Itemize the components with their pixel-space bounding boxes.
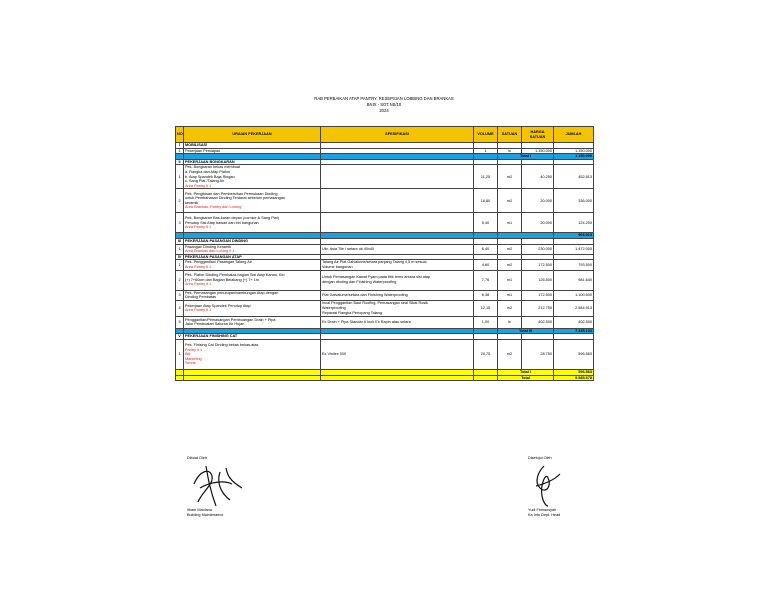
work-line: Pek. Plafon Dinding Pembatas bagian Sisi Atap Kanan, Kiri bbox=[185, 273, 285, 278]
unit-cell: m1 bbox=[506, 277, 513, 282]
subtotal-value: 7.335.103 bbox=[575, 328, 592, 333]
subtotal-value: 903.013 bbox=[578, 233, 592, 238]
work-line: Pek. Pemasangan penutupan/sambungan Atap dengan bbox=[185, 290, 279, 295]
section-title: MOBILISASI bbox=[185, 143, 208, 147]
unit-cell: m2 bbox=[506, 305, 513, 310]
section-title: PEKERJAAN PASANGAN DINDING bbox=[185, 238, 249, 243]
subtotal-value: 9.985.678 bbox=[575, 375, 592, 380]
price-cell: 40.250 bbox=[540, 174, 552, 179]
price-cell: 126.500 bbox=[538, 277, 552, 282]
subtotal-label: Total III bbox=[518, 328, 532, 333]
volume-cell: 1 bbox=[484, 148, 487, 153]
subtotal-label: Total I bbox=[520, 154, 531, 159]
work-line: a. Rangka dan Atap Plafon bbox=[185, 169, 231, 174]
work-area: Area Pantry lt 1 bbox=[185, 282, 212, 287]
volume-cell: 5,40 bbox=[481, 220, 490, 225]
subtotal-value: 596.563 bbox=[578, 369, 592, 374]
price-cell: 230.000 bbox=[538, 246, 552, 251]
total-cell: 124.200 bbox=[578, 220, 592, 225]
work-line: Pek. Finising Cat Dinding bekas bekas-atas bbox=[185, 342, 259, 347]
table-row bbox=[176, 213, 594, 233]
work-line: untuk Pembahasan Dinding Terdarat sebelum pemasangan bbox=[185, 196, 285, 201]
table-row bbox=[176, 290, 594, 300]
work-line: Pek. Pengikisan dan Pembersihan Permukaan Dinding bbox=[185, 191, 278, 196]
total-cell: 402.500 bbox=[578, 319, 592, 324]
work-line: Pekerjaan Atap Spandek Penutup Atap bbox=[185, 303, 251, 308]
work-line: Pasangan Dinding Keramik bbox=[185, 244, 232, 249]
work-line: Penggantian/Pemasangan Pembuangan Drain + Pipa bbox=[185, 317, 276, 322]
subtotal-row bbox=[176, 375, 594, 381]
work-area: Area Pantry lt 1 bbox=[185, 264, 212, 269]
table-row bbox=[176, 244, 594, 254]
unit-cell: m2 bbox=[506, 262, 513, 267]
work-area: Area Pantry lt 1 bbox=[185, 308, 212, 313]
spec-line: Volume bangunan bbox=[322, 264, 353, 269]
right-signatory bbox=[528, 508, 560, 518]
work-area: Servis bbox=[185, 361, 196, 366]
section-number: I bbox=[178, 143, 181, 147]
right-signatory-name: Yudi Firmansyah bbox=[528, 508, 557, 512]
total-cell: 452.813 bbox=[578, 174, 592, 179]
spec-line: Ukr. Asia Tile / setara uk 40x40 bbox=[322, 246, 375, 251]
left-signatory bbox=[187, 508, 223, 518]
work-line: Pek. Bongkaran bekas membuat bbox=[185, 165, 241, 170]
work-area: Area Pantry lt 1 bbox=[185, 225, 212, 230]
volume-cell: 11,25 bbox=[480, 174, 491, 179]
header-title: RAB PERBAIKAN ATAP PANTRY, RESEPSIAN LOBBING DAN BRANKAS bbox=[314, 96, 454, 101]
volume-cell: 4,60 bbox=[481, 262, 490, 267]
row-number: 2 bbox=[178, 198, 181, 203]
col-work: URAIAN PEKERJAAN bbox=[184, 127, 321, 143]
table-row bbox=[176, 260, 594, 270]
header-year: 2024 bbox=[379, 108, 389, 114]
unit-cell: m1 bbox=[506, 220, 513, 225]
document-header bbox=[175, 96, 593, 115]
work-area: Marketing bbox=[185, 356, 202, 361]
total-cell: 596.563 bbox=[578, 352, 592, 357]
work-line: Pek. Penggantian/ Pasangan Talang Air bbox=[185, 260, 252, 265]
work-area: Pantry lt 1 bbox=[185, 347, 203, 352]
subtotal-value: 1.150.000 bbox=[575, 154, 592, 159]
unit-cell: m2 bbox=[506, 174, 513, 179]
table-row bbox=[176, 300, 594, 316]
work-area: Area Brankas dan Lorong lt 1 bbox=[185, 249, 235, 254]
work-area: Area Pantry lt 1 bbox=[185, 183, 212, 188]
volume-cell: 6,38 bbox=[481, 292, 490, 297]
section-title: PEKERJAAN PASANGAN ATAP bbox=[185, 254, 242, 259]
left-signature bbox=[180, 462, 250, 508]
left-signatory-role: Building Maintenance bbox=[187, 513, 224, 518]
section-number: V bbox=[178, 334, 181, 339]
volume-cell: 20,75 bbox=[480, 352, 491, 357]
row-number: 4 bbox=[178, 305, 181, 310]
section-number: II bbox=[178, 159, 181, 164]
unit-cell: ls bbox=[508, 319, 511, 324]
spec-line: Plat Galvalume/setara dan Finishing Waterproofing bbox=[322, 292, 408, 297]
table-header-row bbox=[176, 127, 594, 143]
spec-line: Waterproofing bbox=[322, 305, 346, 310]
section-title: PEKERJAAN BONGKARAN bbox=[185, 159, 235, 164]
prepared-by-label: Dibuat Oleh bbox=[187, 456, 208, 460]
volume-cell: 7,76 bbox=[481, 277, 490, 282]
work-area: Bkt bbox=[185, 352, 191, 357]
price-cell: 1.150.000 bbox=[535, 148, 552, 153]
volume-cell: 1,00 bbox=[481, 319, 490, 324]
subtotal-label: Total bbox=[521, 375, 530, 380]
table-row bbox=[176, 165, 594, 189]
price-cell: 402.500 bbox=[538, 319, 552, 324]
section-number: III bbox=[177, 238, 182, 243]
volume-cell: 12,15 bbox=[480, 305, 491, 310]
unit-cell: m2 bbox=[506, 246, 513, 251]
table-row bbox=[176, 316, 594, 328]
work-line: Dinding Pembatas bbox=[185, 295, 217, 300]
total-cell: 1.100.500 bbox=[575, 292, 592, 297]
table-row bbox=[176, 339, 594, 369]
header-code: BNIX - SOT.NS/10 bbox=[366, 102, 402, 108]
row-number: 1 bbox=[178, 262, 181, 267]
spec-line: Ex Drain + Pipa Standar 6 Inch Ex Rapin atau setara bbox=[322, 319, 411, 324]
spec-line: dengan dinding dan Finishing Waterproofing bbox=[322, 280, 397, 285]
row-number: 3 bbox=[178, 220, 181, 225]
col-spec: SPESIFIKASI bbox=[321, 127, 474, 143]
spec-line: Ex Vinilex 300 bbox=[322, 352, 346, 357]
volume-cell: 16,80 bbox=[480, 198, 491, 203]
work-line: Pekerjaan Persiapan bbox=[185, 148, 221, 153]
cost-table bbox=[175, 126, 594, 381]
spec-line: Reparasi Rangka Penopang Talang bbox=[322, 310, 382, 315]
total-cell: 2.584.913 bbox=[575, 305, 592, 310]
row-number: 3 bbox=[178, 292, 181, 297]
col-volume: VOLUME bbox=[474, 127, 498, 143]
work-line: b. Atap Spandek Baja Ringan bbox=[185, 174, 235, 179]
total-cell: 981.640 bbox=[578, 277, 592, 282]
section-title: PEKERJAAN FINISHING CAT bbox=[185, 334, 238, 339]
col-total: JUMLAH bbox=[554, 127, 594, 143]
right-signatory-role: Ka Info Dept. Head bbox=[528, 513, 561, 518]
unit-cell: m2 bbox=[506, 352, 513, 357]
spec-line: Untuk Pemasangan Kawat Fyam pada titik temu antara sisi atap bbox=[322, 275, 431, 280]
left-signatory-name: Ilham Maulana bbox=[187, 508, 212, 512]
spec-line: Incal Penggantian Baut Roofing, Pemasangan seal Sikat Rosik bbox=[322, 301, 428, 306]
total-cell: 336.000 bbox=[578, 198, 592, 203]
price-cell: 172.500 bbox=[538, 292, 552, 297]
col-no: NO bbox=[176, 127, 184, 143]
work-line: (+) 7+60cm dan Bagian Belakang (+) 7+ 1m bbox=[185, 277, 260, 282]
work-area: Area Brankas, Pantry dan Lorong bbox=[185, 205, 242, 210]
work-line: Penutup Sisi Atap bawan dan biri bangunan bbox=[185, 220, 259, 225]
unit-cell: m1 bbox=[506, 292, 513, 297]
price-cell: 28.750 bbox=[540, 352, 552, 357]
subtotal-label: Total I bbox=[520, 369, 531, 374]
unit-cell: ls bbox=[508, 148, 511, 153]
col-price: HARGA SATUAN bbox=[522, 127, 554, 143]
total-cell: 1.472.000 bbox=[575, 246, 592, 251]
col-unit: SATUAN bbox=[498, 127, 522, 143]
section-number: IV bbox=[177, 254, 182, 259]
work-line: keramik bbox=[185, 200, 199, 205]
row-number: 2 bbox=[178, 277, 181, 282]
work-line: c. Sang Plat /Talang Air bbox=[185, 179, 225, 184]
price-cell: 172.500 bbox=[538, 262, 552, 267]
approved-by-label: Disetujui Oleh bbox=[528, 456, 552, 460]
table-row bbox=[176, 189, 594, 213]
row-number: 1 bbox=[178, 246, 181, 251]
price-cell: 212.750 bbox=[538, 305, 552, 310]
spec-line: Talang Air Plat Galvalume/setara panjang Talang 4,5 m sesuai bbox=[322, 260, 427, 265]
volume-cell: 6,40 bbox=[481, 246, 490, 251]
price-cell: 20.000 bbox=[540, 198, 552, 203]
total-cell: 1.150.000 bbox=[575, 148, 592, 153]
right-signature bbox=[526, 462, 566, 508]
table-row bbox=[176, 270, 594, 290]
work-line: Pek. Bongkaran Bas-karan depan (cornice & Sang Plat) bbox=[185, 215, 279, 220]
total-cell: 793.500 bbox=[578, 262, 592, 267]
row-number: 5 bbox=[178, 319, 181, 324]
row-number: 1 bbox=[178, 352, 181, 357]
row-number: 1 bbox=[178, 148, 181, 153]
row-number: 1 bbox=[178, 174, 181, 179]
unit-cell: m2 bbox=[506, 198, 513, 203]
work-line: Jalur Pembuatan Saluran Air Hujan bbox=[185, 322, 245, 327]
price-cell: 20.000 bbox=[540, 220, 552, 225]
